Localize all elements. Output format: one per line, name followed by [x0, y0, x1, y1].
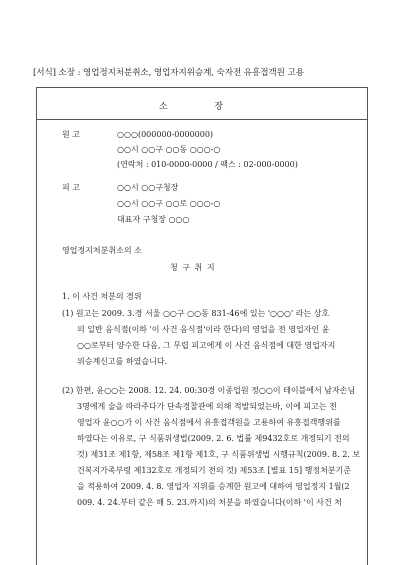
plaintiff-contact: (연락처 : 010-0000-0000 / 팩스 : 02-000-0000) [117, 160, 298, 169]
document-caption: [서식] 소장 : 영업정지처분취소, 영업자지위승계, 숙자전 유흥접객원 고용 [33, 68, 304, 78]
title-divider [37, 119, 367, 120]
defendant-address: ○○시 ○○구 ○○로 ○○○-○ [117, 199, 221, 208]
defendant-label: 피 고 [62, 183, 80, 192]
paragraph-2-line: 하였다는 이유로, 구 식품위생법(2009. 2. 6. 법률 제9432호로 개정되기 전의 [77, 434, 350, 443]
paragraph-2-line: 건복지가족부령 제132호로 개정되기 전의 것) 제53조 [별표 15] 행정처분기준 [77, 466, 351, 475]
paragraph-2-line: (2) 한편, 윤○○는 2008. 12. 24. 00:30경 이종업원 정○○이 테이블에서 남자손님 [62, 386, 356, 395]
claim-heading: 청 구 취 지 [170, 263, 216, 272]
paragraph-1-line: (1) 원고는 2009. 3.경 서울 ○○구 ○○동 831-46에 있는 '○○○' 라는 상호 [62, 309, 330, 318]
paragraph-2-line: 009. 4. 24.부터 같은 해 5. 23.까지)의 처분을 하였습니다(이하 '이 사건 처 [77, 498, 342, 507]
plaintiff-name: ○○○(000000-0000000) [117, 130, 214, 139]
paragraph-1-line: 의 일반 음식점(이하 '이 사건 음식점'이라 한다)의 영업을 전 영업자인 윤 [77, 325, 330, 334]
paragraph-2-line: 3명에게 술을 따라주다가 단속경찰관에 의해 적발되었는바, 이에 피고는 전 [77, 402, 337, 411]
paragraph-1-line: ○○로부터 양수한 다음, 그 무렵 피고에게 이 사건 음식점에 대한 영업자지 [77, 341, 336, 350]
defendant-name: ○○시 ○○구청장 [117, 183, 179, 192]
paragraph-2-line: 을 적용하여 2009. 4. 8. 영업자 지위를 승계한 원고에 대하여 영업정지 1월(2 [77, 482, 350, 491]
paragraph-1-line: 위승계신고를 하였습니다. [77, 357, 168, 366]
paragraph-2-line: 영업자 윤○○가 이 사건 음식점에서 유흥접객원을 고용하여 유흥접객행위를 [77, 418, 341, 427]
defendant-representative: 대표자 구청장 ○○○ [117, 215, 190, 224]
document-title: 소 장 [158, 102, 246, 112]
case-name: 영업정지처분취소의 소 [62, 246, 142, 255]
plaintiff-label: 원 고 [62, 130, 80, 139]
section-heading: 1. 이 사건 처분의 경위 [62, 292, 142, 301]
paragraph-2-line: 것) 제31조 제1항, 제58조 제1항 제1호, 구 식품위생법 시행규칙(2009. 8. 2. 보 [77, 450, 361, 459]
plaintiff-address: ○○시 ○○구 ○○동 ○○○-○ [117, 145, 221, 154]
